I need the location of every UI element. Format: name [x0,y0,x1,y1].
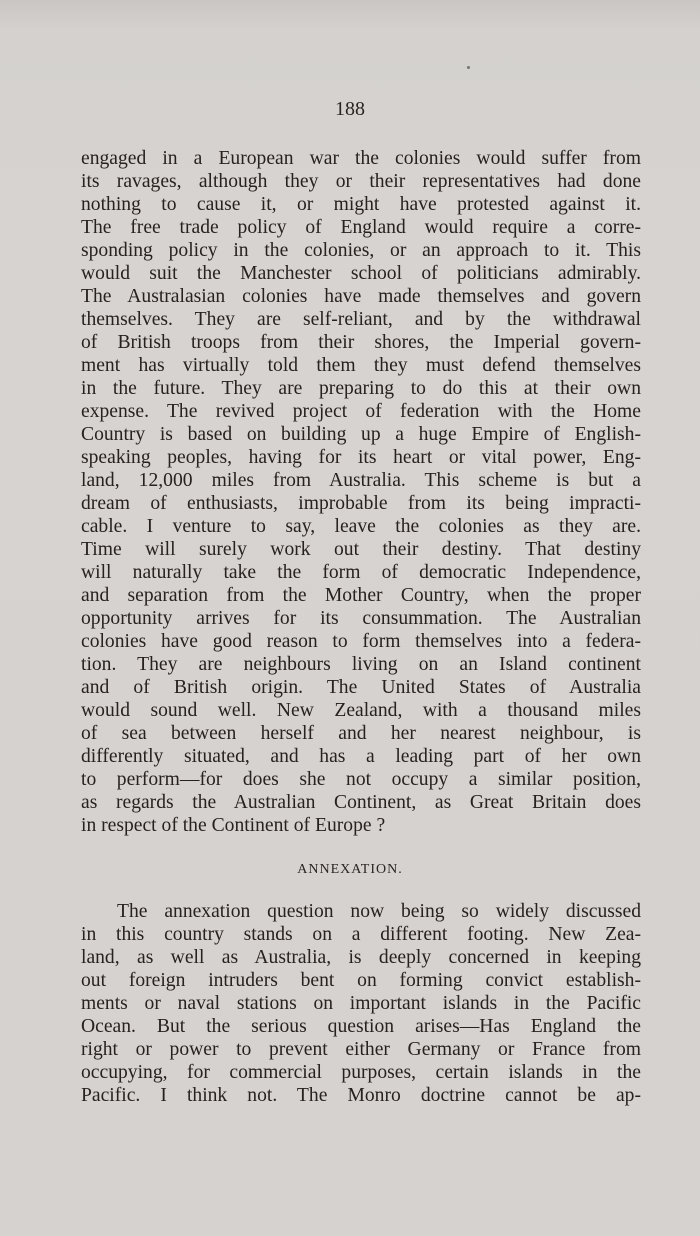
text-line: of British troops from their shores, the Imperial govern- [81,332,641,353]
text-line: expense. The revived project of federation with the Home [81,401,641,422]
text-line: would sound well. New Zealand, with a thousand miles [81,700,641,721]
text-line: cable. I venture to say, leave the colonies as they are. [81,516,641,537]
paragraph-annexation [81,900,641,1107]
text-line: as regards the Australian Continent, as Great Britain does [81,792,641,813]
text-line: in the future. They are preparing to do this at their own [81,378,641,399]
page-number: 188 [335,98,365,120]
text-line: will naturally take the form of democratic Independence, [81,562,641,583]
text-line: ments or naval stations on important islands in the Pacific [81,993,641,1014]
text-line: land, as well as Australia, is deeply concerned in keeping [81,947,641,968]
text-line: out foreign intruders bent on forming convict establish- [81,970,641,991]
text-line: Time will surely work out their destiny. That destiny [81,539,641,560]
text-line: occupying, for commercial purposes, certain islands in the [81,1062,641,1083]
text-line: Ocean. But the serious question arises—Has England the [81,1016,641,1037]
text-line: right or power to prevent either Germany or France from [81,1039,641,1060]
text-line: and separation from the Mother Country, when the proper [81,585,641,606]
paper-speck [467,66,470,69]
paragraph-federation [81,147,641,837]
text-line: in respect of the Continent of Europe ? [81,815,386,836]
text-line: The Australasian colonies have made themselves and govern [81,286,641,307]
text-line: in this country stands on a different footing. New Zea- [81,924,641,945]
section-heading: ANNEXATION. [297,862,403,877]
text-line: speaking peoples, having for its heart or vital power, Eng- [81,447,641,468]
text-line: and of British origin. The United States of Australia [81,677,641,698]
text-line: The annexation question now being so widely discussed [117,901,641,922]
text-line: dream of enthusiasts, improbable from its being impracti- [81,493,641,514]
text-line: sponding policy in the colonies, or an approach to it. This [81,240,641,261]
text-line: nothing to cause it, or might have protested against it. [81,194,641,215]
text-line: ment has virtually told them they must defend themselves [81,355,641,376]
text-line: The free trade policy of England would require a corre- [81,217,641,238]
text-line: land, 12,000 miles from Australia. This scheme is but a [81,470,641,491]
text-line: its ravages, although they or their representatives had done [81,171,641,192]
text-line: colonies have good reason to form themselves into a federa- [81,631,641,652]
text-line: would suit the Manchester school of politicians admirably. [81,263,641,284]
text-line: themselves. They are self-reliant, and by the withdrawal [81,309,641,330]
text-line: tion. They are neighbours living on an Island continent [81,654,641,675]
text-line: Pacific. I think not. The Monro doctrine cannot be ap- [81,1085,641,1106]
text-line: differently situated, and has a leading part of her own [81,746,641,767]
text-line: Country is based on building up a huge Empire of English- [81,424,641,445]
text-line: engaged in a European war the colonies would suffer from [81,148,641,169]
text-line: opportunity arrives for its consummation. The Australian [81,608,641,629]
text-line: to perform—for does she not occupy a similar position, [81,769,641,790]
text-line: of sea between herself and her nearest neighbour, is [81,723,641,744]
